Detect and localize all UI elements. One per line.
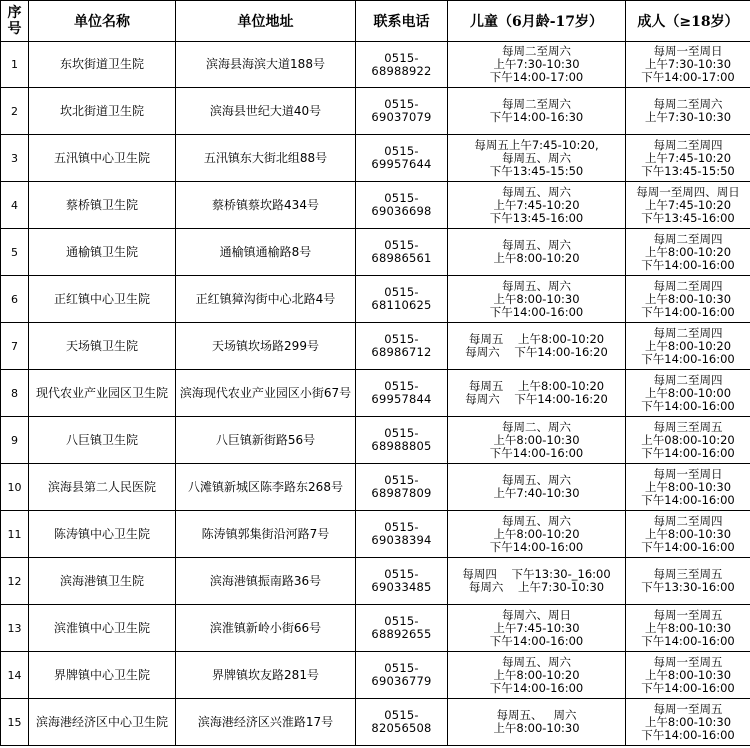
header-adult: 成人（≥18岁） bbox=[626, 1, 750, 42]
children-schedule-line: 下午13:45-16:00 bbox=[489, 210, 584, 225]
adult-schedule-line: 下午14:00-16:00 bbox=[641, 398, 735, 413]
children-schedule bbox=[448, 370, 626, 417]
children-schedule-line: 每周五、周六 bbox=[502, 654, 571, 669]
unit-name: 正红镇中心卫生院 bbox=[29, 276, 176, 323]
unit-name: 现代农业产业园区卫生院 bbox=[29, 370, 176, 417]
contact-phone: 0515-68892655 bbox=[356, 605, 448, 652]
adult-schedule-line: 上午7:30-10:30 bbox=[644, 57, 732, 71]
children-schedule-line: 每周二、周六 bbox=[502, 419, 571, 434]
table-body bbox=[1, 42, 750, 746]
adult-schedule-line: 上午7:45-10:20 bbox=[644, 197, 732, 212]
children-schedule-line: 下午14:00-16:30 bbox=[489, 110, 584, 124]
header-row bbox=[1, 1, 750, 42]
adult-schedule bbox=[626, 42, 750, 88]
children-schedule bbox=[448, 276, 626, 323]
unit-name: 滨淮镇中心卫生院 bbox=[29, 605, 176, 652]
adult-schedule-line: 每周二至周六 bbox=[653, 97, 723, 111]
adult-schedule bbox=[626, 370, 750, 417]
adult-schedule-line: 下午14:00-16:00 bbox=[641, 539, 735, 554]
children-schedule-line: 上午8:00-10:20 bbox=[493, 526, 580, 541]
table-row bbox=[1, 699, 750, 746]
table-row bbox=[1, 370, 750, 417]
unit-address: 八滩镇新城区陈李路东268号 bbox=[176, 464, 356, 511]
unit-address: 通榆镇通榆路8号 bbox=[176, 229, 356, 276]
adult-schedule-line: 每周二至周四 bbox=[653, 372, 723, 387]
row-number: 13 bbox=[1, 605, 29, 652]
adult-schedule-line: 上午8:00-10:20 bbox=[644, 244, 732, 259]
adult-schedule-line: 下午14:00-16:00 bbox=[641, 727, 735, 742]
children-schedule bbox=[448, 323, 626, 370]
children-schedule-line: 每周二至周六 bbox=[502, 44, 571, 58]
contact-phone: 0515-68110625 bbox=[356, 276, 448, 323]
unit-name: 坎北街道卫生院 bbox=[29, 88, 176, 135]
row-number: 5 bbox=[1, 229, 29, 276]
children-schedule-line: 每周五上午7:45-10:20, bbox=[474, 137, 599, 152]
children-schedule bbox=[448, 88, 626, 135]
header-address: 单位地址 bbox=[176, 1, 356, 42]
unit-address: 天场镇坎场路299号 bbox=[176, 323, 356, 370]
unit-address: 八巨镇新街路56号 bbox=[176, 417, 356, 464]
adult-schedule-line: 上午8:00-10:30 bbox=[644, 667, 732, 682]
adult-schedule-line: 上午8:00-10:30 bbox=[644, 291, 732, 306]
contact-phone: 0515-69036779 bbox=[356, 652, 448, 699]
table-row bbox=[1, 464, 750, 511]
children-schedule bbox=[448, 42, 626, 88]
children-schedule bbox=[448, 135, 626, 182]
children-schedule-line: 上午7:30-10:30 bbox=[493, 57, 580, 71]
contact-phone: 0515-69957644 bbox=[356, 135, 448, 182]
children-schedule-line: 每周五、周六 bbox=[502, 150, 571, 165]
adult-schedule-line: 每周二至周四 bbox=[653, 137, 723, 152]
adult-schedule bbox=[626, 276, 750, 323]
adult-schedule-line: 上午8:00-10:30 bbox=[644, 526, 732, 541]
row-number: 8 bbox=[1, 370, 29, 417]
children-schedule-line: 每周五、周六 bbox=[502, 513, 571, 528]
children-schedule-line: 下午14:00-16:00 bbox=[489, 633, 584, 648]
unit-name: 通榆镇卫生院 bbox=[29, 229, 176, 276]
adult-schedule-line: 每周二至周四 bbox=[653, 325, 723, 340]
adult-schedule-line: 上午8:00-10:30 bbox=[644, 714, 732, 729]
adult-schedule-line: 每周一至周四、周日 bbox=[636, 184, 740, 199]
adult-schedule bbox=[626, 558, 750, 605]
adult-schedule-line: 上午8:00-10:20 bbox=[644, 338, 732, 353]
children-schedule bbox=[448, 417, 626, 464]
contact-phone: 0515-68988922 bbox=[356, 42, 448, 88]
adult-schedule-line: 每周二至周四 bbox=[653, 278, 723, 293]
children-schedule-line: 每周五、周六 bbox=[502, 184, 571, 199]
row-number: 12 bbox=[1, 558, 29, 605]
unit-name: 八巨镇卫生院 bbox=[29, 417, 176, 464]
unit-address: 界牌镇坎友路281号 bbox=[176, 652, 356, 699]
table-row bbox=[1, 229, 750, 276]
children-schedule bbox=[448, 699, 626, 746]
children-schedule-line: 每周五 上午8:00-10:20 bbox=[468, 332, 605, 346]
children-schedule bbox=[448, 229, 626, 276]
unit-address: 正红镇獐沟街中心北路4号 bbox=[176, 276, 356, 323]
adult-schedule-line: 每周三至周五 bbox=[653, 419, 723, 434]
contact-phone: 0515-68986561 bbox=[356, 229, 448, 276]
adult-schedule-line: 下午13:30-16:00 bbox=[641, 580, 735, 594]
unit-address: 滨海港经济区兴淮路17号 bbox=[176, 699, 356, 746]
table-row bbox=[1, 88, 750, 135]
contact-phone: 0515-68986712 bbox=[356, 323, 448, 370]
adult-schedule bbox=[626, 135, 750, 182]
row-number: 14 bbox=[1, 652, 29, 699]
children-schedule-line: 每周五、周六 bbox=[502, 473, 571, 487]
unit-address: 滨海港镇振南路36号 bbox=[176, 558, 356, 605]
children-schedule bbox=[448, 558, 626, 605]
children-schedule bbox=[448, 652, 626, 699]
adult-schedule-line: 下午14:00-16:00 bbox=[641, 633, 735, 648]
children-schedule-line: 上午7:40-10:30 bbox=[493, 486, 580, 500]
children-schedule-line: 每周五、 周六 bbox=[496, 708, 577, 722]
children-schedule-line: 每周二至周六 bbox=[502, 97, 571, 111]
children-schedule-line: 下午14:00-16:00 bbox=[489, 304, 584, 319]
children-schedule-line: 每周六 下午14:00-16:20 bbox=[465, 345, 608, 359]
row-number: 7 bbox=[1, 323, 29, 370]
row-number: 11 bbox=[1, 511, 29, 558]
children-schedule-line: 下午14:00-16:00 bbox=[489, 445, 584, 460]
contact-phone: 0515-69036698 bbox=[356, 182, 448, 229]
children-schedule-line: 每周四 下午13:30-_16:00 bbox=[462, 567, 611, 581]
children-schedule-line: 下午14:00-16:00 bbox=[489, 680, 584, 695]
row-number: 10 bbox=[1, 464, 29, 511]
contact-phone: 0515-69033485 bbox=[356, 558, 448, 605]
children-schedule bbox=[448, 605, 626, 652]
adult-schedule bbox=[626, 699, 750, 746]
children-schedule-line: 每周五 上午8:00-10:20 bbox=[468, 379, 605, 393]
children-schedule-line: 每周五、周六 bbox=[502, 278, 571, 293]
adult-schedule-line: 每周一至周五 bbox=[653, 654, 723, 669]
unit-name: 滨海港镇卫生院 bbox=[29, 558, 176, 605]
adult-schedule-line: 上午8:00-10:00 bbox=[644, 385, 732, 400]
header-seq: 序号 bbox=[1, 1, 29, 42]
contact-phone: 0515-68987809 bbox=[356, 464, 448, 511]
adult-schedule-line: 每周一至周五 bbox=[653, 701, 723, 716]
children-schedule-line: 每周五、周六 bbox=[502, 238, 571, 252]
unit-name: 天场镇卫生院 bbox=[29, 323, 176, 370]
unit-address: 五汛镇东大街北组88号 bbox=[176, 135, 356, 182]
children-schedule-line: 上午8:00-10:30 bbox=[493, 721, 580, 735]
children-schedule-line: 上午7:45-10:20 bbox=[493, 197, 580, 212]
row-number: 2 bbox=[1, 88, 29, 135]
children-schedule bbox=[448, 464, 626, 511]
unit-name: 滨海港经济区中心卫生院 bbox=[29, 699, 176, 746]
unit-address: 滨淮镇新岭小街66号 bbox=[176, 605, 356, 652]
unit-name: 东坎街道卫生院 bbox=[29, 42, 176, 88]
adult-schedule-line: 下午14:00-16:00 bbox=[641, 445, 735, 460]
row-number: 1 bbox=[1, 42, 29, 88]
unit-name: 五汛镇中心卫生院 bbox=[29, 135, 176, 182]
adult-schedule-line: 下午14:00-16:00 bbox=[641, 351, 735, 366]
table-row bbox=[1, 605, 750, 652]
children-schedule-line: 下午14:00-16:00 bbox=[489, 539, 584, 554]
unit-address: 陈涛镇郭集街沿河路7号 bbox=[176, 511, 356, 558]
adult-schedule-line: 下午14:00-16:00 bbox=[641, 492, 735, 507]
table-row bbox=[1, 276, 750, 323]
table-row bbox=[1, 417, 750, 464]
children-schedule-line: 每周六 下午14:00-16:20 bbox=[465, 392, 608, 406]
children-schedule-line: 下午13:45-15:50 bbox=[489, 163, 584, 178]
adult-schedule bbox=[626, 229, 750, 276]
children-schedule bbox=[448, 182, 626, 229]
adult-schedule-line: 上午7:45-10:20 bbox=[644, 150, 732, 165]
adult-schedule bbox=[626, 464, 750, 511]
children-schedule-line: 每周六、周日 bbox=[502, 607, 571, 622]
contact-phone: 0515-68988805 bbox=[356, 417, 448, 464]
contact-phone: 0515-82056508 bbox=[356, 699, 448, 746]
children-schedule-line: 每周六 上午7:30-10:30 bbox=[468, 580, 605, 594]
adult-schedule-line: 下午14:00-17:00 bbox=[641, 70, 735, 84]
table-row bbox=[1, 42, 750, 88]
header-name: 单位名称 bbox=[29, 1, 176, 42]
adult-schedule-line: 下午14:00-16:00 bbox=[641, 680, 735, 695]
adult-schedule bbox=[626, 182, 750, 229]
children-schedule-line: 上午8:00-10:20 bbox=[493, 667, 580, 682]
adult-schedule-line: 每周二至周四 bbox=[653, 231, 723, 246]
row-number: 6 bbox=[1, 276, 29, 323]
adult-schedule bbox=[626, 652, 750, 699]
adult-schedule-line: 上午08:00-10:20 bbox=[641, 432, 735, 447]
children-schedule-line: 下午14:00-17:00 bbox=[489, 70, 584, 84]
adult-schedule-line: 下午13:45-16:00 bbox=[641, 210, 735, 225]
table-row bbox=[1, 652, 750, 699]
adult-schedule bbox=[626, 417, 750, 464]
adult-schedule bbox=[626, 511, 750, 558]
children-schedule-line: 上午7:45-10:30 bbox=[493, 620, 580, 635]
contact-phone: 0515-69038394 bbox=[356, 511, 448, 558]
table-row bbox=[1, 511, 750, 558]
unit-address: 滨海现代农业产业园区小街67号 bbox=[176, 370, 356, 417]
adult-schedule bbox=[626, 605, 750, 652]
row-number: 15 bbox=[1, 699, 29, 746]
unit-name: 滨海县第二人民医院 bbox=[29, 464, 176, 511]
adult-schedule-line: 每周一至周五 bbox=[653, 607, 723, 622]
adult-schedule-line: 上午7:30-10:30 bbox=[644, 110, 732, 124]
adult-schedule-line: 每周一至周日 bbox=[653, 44, 723, 58]
row-number: 9 bbox=[1, 417, 29, 464]
contact-phone: 0515-69037079 bbox=[356, 88, 448, 135]
children-schedule-line: 上午8:00-10:30 bbox=[493, 432, 580, 447]
table-row bbox=[1, 323, 750, 370]
table-row bbox=[1, 558, 750, 605]
unit-address: 滨海县世纪大道40号 bbox=[176, 88, 356, 135]
table-row bbox=[1, 182, 750, 229]
unit-address: 蔡桥镇蔡坎路434号 bbox=[176, 182, 356, 229]
table-row bbox=[1, 135, 750, 182]
children-schedule-line: 上午8:00-10:30 bbox=[493, 291, 580, 306]
adult-schedule-line: 下午13:45-15:50 bbox=[641, 163, 735, 178]
adult-schedule-line: 上午8:00-10:30 bbox=[644, 620, 732, 635]
adult-schedule-line: 下午14:00-16:00 bbox=[641, 304, 735, 319]
children-schedule bbox=[448, 511, 626, 558]
unit-name: 蔡桥镇卫生院 bbox=[29, 182, 176, 229]
adult-schedule bbox=[626, 88, 750, 135]
adult-schedule-line: 每周一至周日 bbox=[653, 466, 723, 481]
contact-phone: 0515-69957844 bbox=[356, 370, 448, 417]
unit-address: 滨海县海滨大道188号 bbox=[176, 42, 356, 88]
adult-schedule-line: 下午14:00-16:00 bbox=[641, 257, 735, 272]
header-phone: 联系电话 bbox=[356, 1, 448, 42]
children-schedule-line: 上午8:00-10:20 bbox=[493, 251, 580, 265]
header-children: 儿童（6月龄-17岁） bbox=[448, 1, 626, 42]
adult-schedule-line: 每周三至周五 bbox=[653, 567, 723, 581]
adult-schedule-line: 每周二至周四 bbox=[653, 513, 723, 528]
unit-name: 陈涛镇中心卫生院 bbox=[29, 511, 176, 558]
row-number: 4 bbox=[1, 182, 29, 229]
adult-schedule-line: 上午8:00-10:30 bbox=[644, 479, 732, 494]
row-number: 3 bbox=[1, 135, 29, 182]
adult-schedule bbox=[626, 323, 750, 370]
unit-name: 界牌镇中心卫生院 bbox=[29, 652, 176, 699]
